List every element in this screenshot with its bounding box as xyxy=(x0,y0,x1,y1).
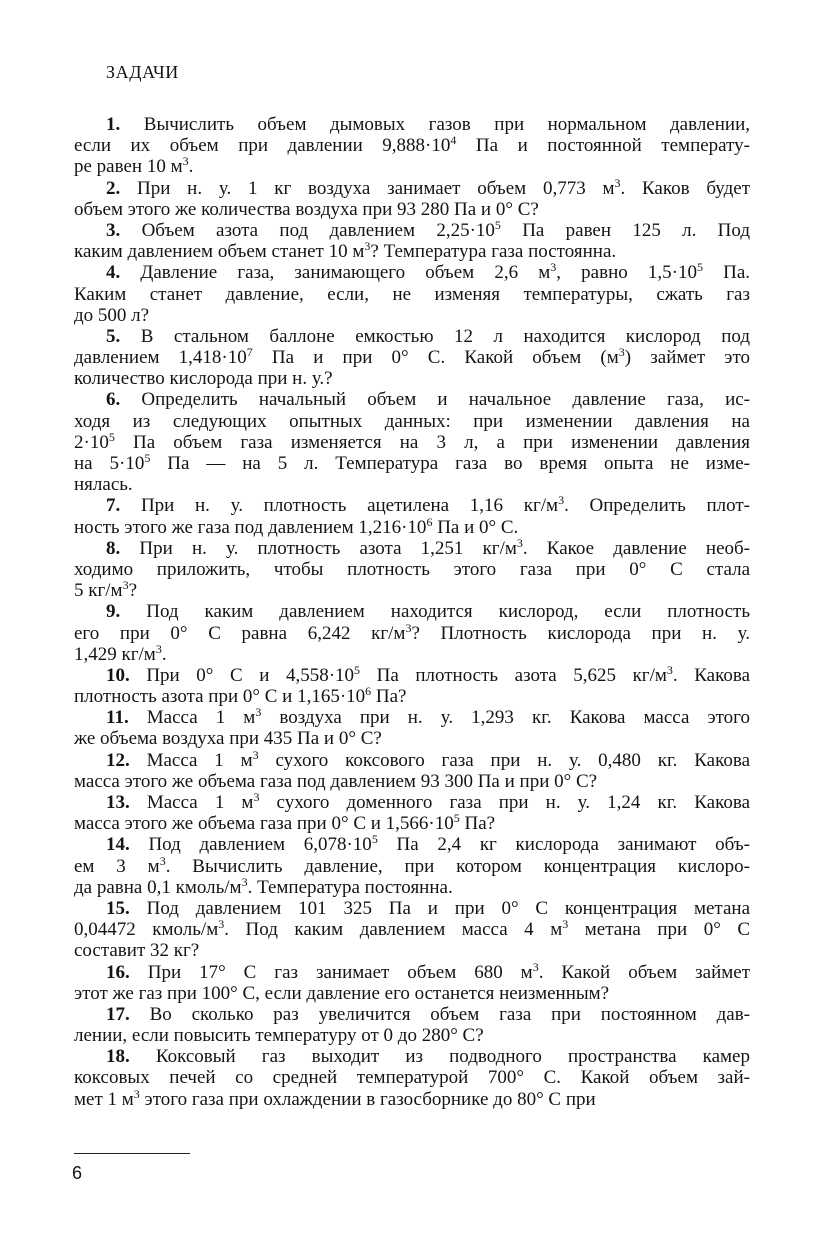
problem-text-line: ре равен 10 $м^3$. xyxy=(74,154,194,178)
problem-text-line: ность этого же газа под давлением $1,216\cdot 10^6$ Па и 0° С. xyxy=(74,514,519,538)
problem-text-line: нялась. xyxy=(74,474,133,496)
problem-item xyxy=(74,1046,750,1110)
footnote-rule xyxy=(74,1153,190,1154)
problem-number: 3. xyxy=(106,219,121,241)
problem-text-line: 17. Во сколько раз увеличится объем газа при постоянном дав- xyxy=(106,1003,750,1025)
problem-item xyxy=(74,898,750,962)
problem-number: 7. xyxy=(106,495,121,517)
problem-text-line: коксовых печей со средней температурой 700° С. Какой объем зай- xyxy=(74,1067,750,1089)
problem-text-line: ем 3 $м^3$. Вычислить давление, при котором концентрация кислоро- xyxy=(74,853,751,877)
problem-number: 18. xyxy=(106,1046,130,1068)
problem-text-line: лении, если повысить температуру от 0 до 280° С? xyxy=(74,1025,484,1047)
problem-number: 10. xyxy=(106,664,130,686)
problem-item xyxy=(74,959,750,1004)
page-number: 6 xyxy=(72,1163,83,1183)
problem-item xyxy=(74,601,750,665)
problem-text-line: 1,429 $кг/м^3$. xyxy=(74,641,167,665)
problems-list xyxy=(74,114,750,1110)
problem-text-line: давлением $1,418\cdot 10^7$ Па и при 0° С. Какой объем $(м^3)$ займет это xyxy=(74,345,751,369)
problem-item xyxy=(74,792,750,834)
problem-number: 11. xyxy=(106,707,129,729)
problem-number: 2. xyxy=(106,177,121,199)
problem-text-line: 0,04472 кмоль/$м^3$. Под каким давлением масса 4 $м^3$ метана при 0° С xyxy=(74,917,750,941)
problem-text-line: 2. При н. у. 1 кг воздуха занимает объем 0,773 $м^3$. Каков будет xyxy=(106,175,750,199)
problem-number: 6. xyxy=(106,389,121,411)
problem-text-line: 8. При н. у. плотность азота 1,251 $кг/м^3$. Какое давление необ- xyxy=(106,535,751,559)
problem-item xyxy=(74,834,750,898)
problem-text-line: да равна 0,1 кмоль/$м^3$. Температура постоянна. xyxy=(74,874,453,898)
problem-text-line: мет 1 $м^3$ этого газа при охлаждении в газосборнике до 80° С при xyxy=(74,1086,596,1110)
problem-text-line: 13. Масса 1 $м^3$ сухого доменного газа при н. у. 1,24 кг. Какова xyxy=(106,790,750,813)
problem-text-line: 10. При 0° С и $4,558\cdot 10^5$ Па плотность азота 5,625 $кг/м^3$. Какова xyxy=(106,662,751,686)
problem-number: 1. xyxy=(106,114,121,135)
problem-text-line: ходя из следующих опытных данных: при изменении давления на xyxy=(74,410,750,432)
problem-item xyxy=(74,1004,750,1046)
problem-number: 9. xyxy=(106,601,121,623)
problem-item xyxy=(74,114,750,178)
problem-item xyxy=(74,326,750,390)
problem-text-line: 18. Коксовый газ выходит из подводного пространства камер xyxy=(106,1046,750,1068)
problem-item xyxy=(74,175,750,220)
problem-text-line: этот же газ при 100° С, если давление его останется неизменным? xyxy=(74,982,610,1004)
problem-text-line: 9. Под каким давлением находится кислород, если плотность xyxy=(106,601,750,623)
problem-item xyxy=(74,495,750,537)
problem-text-line: масса этого же объема газа под давлением 93 300 Па и при 0° С? xyxy=(74,770,598,792)
section-heading: ЗАДАЧИ xyxy=(106,62,179,82)
problem-number: 14. xyxy=(106,834,130,856)
problem-item xyxy=(74,389,750,495)
problem-text-line: его при 0° С равна 6,242 $кг/м^3$? Плотность кислорода при н. у. xyxy=(74,620,750,644)
problem-text-line: на $5\cdot 10^5$ Па — на 5 л. Температура газа во время опыта не изме- xyxy=(74,451,750,474)
problem-number: 17. xyxy=(106,1003,130,1025)
problem-text-line: же объема воздуха при 435 Па и 0° С? xyxy=(74,728,382,750)
problem-item xyxy=(74,217,751,263)
problem-text-line: 11. Масса 1 $м^3$ воздуха при н. у. 1,293 кг. Какова масса этого xyxy=(106,705,751,729)
problem-text-line: $2\cdot 10^5$ Па объем газа изменяется на 3 л, а при изменении давления xyxy=(74,429,750,453)
problem-number: 8. xyxy=(106,537,121,559)
problem-number: 4. xyxy=(106,262,121,284)
problem-text-line: 5. В стальном баллоне емкостью 12 л находится кислород под xyxy=(106,325,750,347)
problem-text-line: Каким станет давление, если, не изменяя температуры, сжать газ xyxy=(74,283,750,305)
problem-text-line: плотность азота при 0° С и $1,165\cdot 10^6$ Па? xyxy=(74,684,407,708)
problem-number: 12. xyxy=(106,749,130,771)
problem-text-line: 5 $кг/м^3$? xyxy=(74,578,138,602)
problem-item xyxy=(74,707,750,749)
problem-number: 5. xyxy=(106,325,121,347)
problem-text-line: количество кислорода при н. у.? xyxy=(74,368,333,390)
problem-text-line: ходимо приложить, чтобы плотность этого газа при 0° С стала xyxy=(74,558,750,580)
problem-text-line: масса этого же объема газа при 0° С и $1,566\cdot 10^5$ Па? xyxy=(74,811,496,835)
problem-text-line: 7. При н. у. плотность ацетилена 1,16 $кг/м^3$. Определить плот- xyxy=(106,493,751,517)
problem-text-line: 3. Объем азота под давлением $2,25\cdot 10^5$ Па равен 125 л. Под xyxy=(106,217,751,241)
problem-text-line: если их объем при давлении $9,888\cdot 10^4$ Па и постоянной температу- xyxy=(74,133,750,157)
problem-text-line: каким давлением объем станет 10 $м^3$? Температура газа постоянна. xyxy=(74,239,617,263)
problem-number: 16. xyxy=(106,961,130,983)
problem-text-line: 15. Под давлением 101 325 Па и при 0° С концентрация метана xyxy=(106,897,751,919)
problem-item xyxy=(74,747,750,792)
problem-number: 13. xyxy=(106,792,130,813)
problem-text-line: объем этого же количества воздуха при 93 280 Па и 0° С? xyxy=(74,198,539,220)
problem-text-line: составит 32 кг? xyxy=(74,940,200,962)
problem-text-line: 16. При 17° С газ занимает объем 680 $м^3$. Какой объем займет xyxy=(106,959,750,983)
problem-text-line: 1. Вычислить объем дымовых газов при нормальном давлении, xyxy=(106,114,750,135)
problem-number: 15. xyxy=(106,897,130,919)
problem-item xyxy=(74,262,750,326)
problem-item xyxy=(74,662,751,708)
problem-item xyxy=(74,535,751,602)
problem-text-line: 14. Под давлением $6,078\cdot 10^5$ Па 2,4 кг кислорода занимают объ- xyxy=(106,832,750,856)
problem-text-line: 4. Давление газа, занимающего объем 2,6 $м^3$, равно $1,5\cdot 10^5$ Па. xyxy=(106,260,751,284)
problem-text-line: 6. Определить начальный объем и начальное давление газа, ис- xyxy=(106,389,750,411)
problem-text-line: до 500 л? xyxy=(74,304,150,326)
problem-text-line: 12. Масса 1 $м^3$ сухого коксового газа при н. у. 0,480 кг. Какова xyxy=(106,747,750,771)
